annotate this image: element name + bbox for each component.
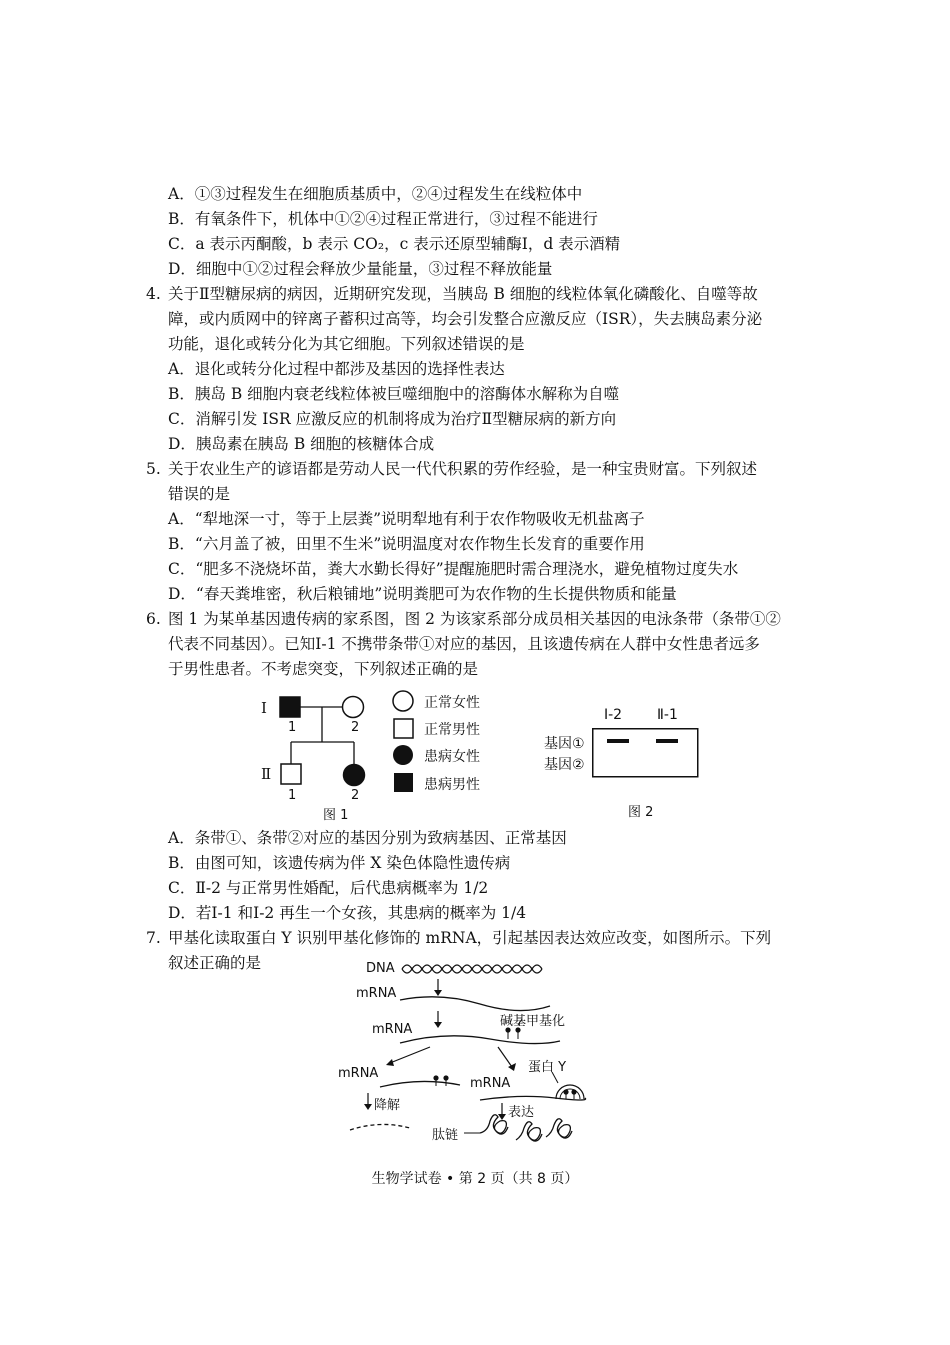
legend-normal-female-icon xyxy=(393,691,413,711)
arrow-transcription-head xyxy=(434,990,442,996)
degraded-mrna xyxy=(350,1124,410,1130)
normal-male-symbol xyxy=(281,764,301,784)
legend-affected-male-icon xyxy=(394,773,413,792)
affected-female-symbol xyxy=(344,765,365,786)
gel-column-II1: Ⅱ-1 xyxy=(657,707,678,723)
degrade-label: 降解 xyxy=(374,1098,401,1113)
q6-stem-line-3: 于男性患者。不考虑突变，下列叙述正确的是 xyxy=(168,660,479,678)
gel-column-I2: Ⅰ-2 xyxy=(604,707,623,723)
q3-option-b: B．有氧条件下，机体中①②④过程正常进行，③过程不能进行 xyxy=(168,210,598,228)
q5-option-c: C．“肥多不浇烧坏苗，粪大水勤长得好”提醒施肥时需合理浇水，避免植物过度失水 xyxy=(168,560,739,578)
q6-stem-line-2: 代表不同基因）。已知Ⅰ-1 不携带条带①对应的基因，且该遗传病在人群中女性患者远多 xyxy=(168,635,760,653)
q6-option-c: C．Ⅱ-2 与正常男性婚配，后代患病概率为 1/2 xyxy=(168,879,489,897)
q7-stem-line-2: 叙述正确的是 xyxy=(168,954,262,972)
mrna-label-3: mRNA xyxy=(338,1066,379,1081)
mrna-4 xyxy=(480,1096,586,1100)
band-II1-gene1 xyxy=(656,739,678,743)
mrna-label-1: mRNA xyxy=(356,986,397,1001)
mrna-2 xyxy=(400,1036,560,1044)
mrna-label-4: mRNA xyxy=(470,1076,511,1091)
q4-option-b: B．胰岛 B 细胞内衰老线粒体被巨噬细胞中的溶酶体水解称为自噬 xyxy=(168,385,620,403)
q4-stem-line-3: 功能，退化或转分化为其它细胞。下列叙述错误的是 xyxy=(168,335,525,353)
methylation-label: 碱基甲基化 xyxy=(500,1014,566,1029)
methyl-groups-left-icon xyxy=(433,1075,448,1086)
protein-y-icon xyxy=(556,1085,584,1099)
generation-1-label: Ⅰ xyxy=(261,699,267,717)
individual-number-II2: 2 xyxy=(351,788,360,803)
q6-option-d: D．若Ⅰ-1 和Ⅰ-2 再生一个女孩，其患病的概率为 1/4 xyxy=(168,904,527,922)
q5-stem-line-1: 关于农业生产的谚语都是劳动人民一代代积累的劳作经验，是一种宝贵财富。下列叙述 xyxy=(168,460,758,478)
q5-option-d: D．“春天粪堆密，秋后粮铺地”说明粪肥可为农作物的生长提供物质和能量 xyxy=(168,585,677,603)
q3-option-a: A．①③过程发生在细胞质基质中，②④过程发生在线粒体中 xyxy=(168,185,583,203)
q4-option-c: C．消解引发 ISR 应激反应的机制将成为治疗Ⅱ型糖尿病的新方向 xyxy=(168,410,617,428)
legend-normal-male-label: 正常男性 xyxy=(424,722,480,738)
q4-stem-line-1: 关于Ⅱ型糖尿病的病因，近期研究发现，当胰岛 B 细胞的线粒体氧化磷酸化、自噬等故 xyxy=(168,285,758,303)
legend-affected-female-label: 患病女性 xyxy=(424,749,480,765)
q5-stem-line-2: 错误的是 xyxy=(168,485,231,503)
q5-number: 5. xyxy=(146,460,161,478)
methyl-groups-icon xyxy=(505,1027,520,1039)
gel-box xyxy=(593,729,698,777)
individual-number-I1: 1 xyxy=(288,720,297,735)
affected-male-symbol xyxy=(280,697,300,717)
legend-normal-female-label: 正常女性 xyxy=(424,695,480,711)
legend-affected-male-label: 患病男性 xyxy=(424,777,480,793)
arrow-expression-head xyxy=(498,1114,506,1120)
q6-option-a: A．条带①、条带②对应的基因分别为致病基因、正常基因 xyxy=(168,829,567,847)
q6-option-b: B．由图可知，该遗传病为伴 X 染色体隐性遗传病 xyxy=(168,854,511,872)
mrna-3 xyxy=(380,1081,460,1087)
arrow-branch-right xyxy=(498,1047,512,1067)
arrow-branch-left-head xyxy=(386,1059,394,1066)
generation-2-label: Ⅱ xyxy=(261,765,272,783)
individual-number-I2: 2 xyxy=(351,720,360,735)
mrna-label-2: mRNA xyxy=(372,1022,413,1037)
gel-row-gene1: 基因① xyxy=(544,736,585,752)
arrow-branch-right-head xyxy=(508,1063,516,1071)
peptide-label: 肽链 xyxy=(432,1128,459,1143)
q4-option-a: A．退化或转分化过程中都涉及基因的选择性表达 xyxy=(168,360,505,378)
legend-affected-female-icon xyxy=(393,745,413,765)
express-label: 表达 xyxy=(508,1105,535,1120)
legend-normal-male-icon xyxy=(394,719,413,738)
individual-number-II1: 1 xyxy=(288,788,297,803)
arrow-degrade-head xyxy=(364,1104,372,1110)
gel-row-gene2: 基因② xyxy=(544,757,585,773)
figure-2-caption: 图 2 xyxy=(628,805,654,820)
arrow-branch-left xyxy=(390,1047,430,1063)
q3-option-d: D．细胞中①②过程会释放少量能量，③过程不释放能量 xyxy=(168,260,553,278)
q6-number: 6. xyxy=(146,610,161,628)
electrophoresis-gel xyxy=(592,728,700,780)
q3-option-c: C．a 表示丙酮酸，b 表示 CO₂，c 表示还原型辅酶Ⅰ，d 表示酒精 xyxy=(168,235,621,253)
figure-1-caption: 图 1 xyxy=(323,808,349,823)
dna-label: DNA xyxy=(366,961,395,976)
methylation-diagram xyxy=(330,955,610,1155)
protein-y-label: 蛋白 Y xyxy=(528,1060,567,1075)
mrna-1 xyxy=(400,997,550,1011)
q4-number: 4. xyxy=(146,285,161,303)
band-I2-gene1 xyxy=(607,739,629,743)
q5-option-b: B．“六月盖了被，田里不生米”说明温度对农作物生长发育的重要作用 xyxy=(168,535,645,553)
arrow-methylation-head xyxy=(434,1022,442,1028)
q7-number: 7. xyxy=(146,929,161,947)
q4-stem-line-2: 障，或内质网中的锌离子蓄积过高等，均会引发整合应激反应（ISR），失去胰岛素分泌 xyxy=(168,310,763,328)
q4-option-d: D．胰岛素在胰岛 B 细胞的核糖体合成 xyxy=(168,435,435,453)
dna-strand-2 xyxy=(402,965,542,973)
page-footer: 生物学试卷 • 第 2 页（共 8 页） xyxy=(371,1171,579,1187)
q7-stem-line-1: 甲基化读取蛋白 Y 识别甲基化修饰的 mRNA，引起基因表达效应改变，如图所示。下列 xyxy=(168,929,772,947)
normal-female-symbol xyxy=(343,697,364,718)
q5-option-a: A．“犁地深一寸，等于上层粪”说明犁地有利于农作物吸收无机盐离子 xyxy=(168,510,645,528)
q6-stem-line-1: 图 1 为某单基因遗传病的家系图，图 2 为该家系部分成员相关基因的电泳条带（条带①② xyxy=(168,610,781,628)
